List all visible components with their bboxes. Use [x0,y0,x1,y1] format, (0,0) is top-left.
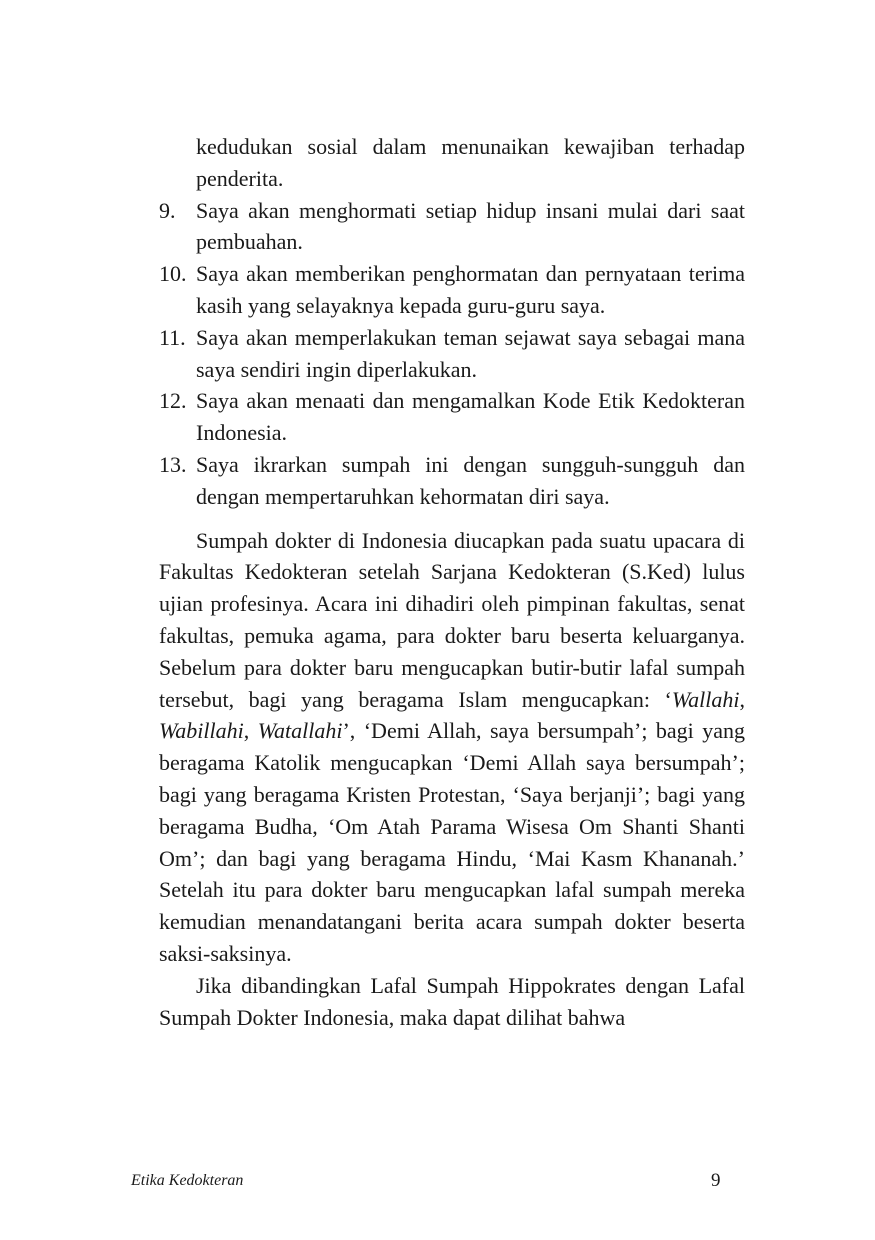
list-item-number: 12. [159,388,187,414]
list-item-text: Saya ikrarkan sumpah ini dengan sungguh-sungguh dan dengan mempertaruhkan kehormatan diri saya. [196,451,745,509]
list-item-number: 10. [159,261,187,287]
paragraph-comparison: Jika dibandingkan Lafal Sumpah Hippokrates dengan Lafal Sumpah Dokter Indonesia, maka dapat dilihat bahwa [159,972,745,1030]
list-item-text: Saya akan menaati dan mengamalkan Kode Etik Kedokteran Indonesia. [196,388,745,446]
paragraph-oath-ceremony [159,525,745,970]
italic-term: Wallahi [671,686,740,712]
list-item-number: 13. [159,451,187,477]
italic-term: Watallahi [257,718,343,744]
list-item-text: Saya akan menghormati setiap hidup insani mulai dari saat pembuahan. [196,197,745,255]
list-item [159,322,745,386]
list-item [159,258,745,322]
paragraph-text: Sumpah dokter di Indonesia diucapkan pada suatu upacara di Fakultas Kedokteran setelah Sarjana Kedokteran (S.Ked) lulus ujian profesinya. Acara ini dihadiri oleh pimpinan fakultas, senat fakultas, pemuka agama, para dokter baru beserta keluarganya. Sebelum para dokter baru mengucapkan butir-butir lafal sumpah tersebut, bagi yang beragama Islam mengucapkan: ‘ [159,527,745,712]
page-body [159,131,745,1033]
list-item [159,195,745,259]
list-item-text: kedudukan sosial dalam menunaikan kewajiban terhadap penderita. [196,134,745,191]
list-item-text: Saya akan memperlakukan teman sejawat saya sebagai mana saya sendiri ingin diperlakukan. [196,324,745,382]
running-footer-title: Etika Kedokteran [131,1172,244,1189]
paragraph-text: ’, ‘Demi Allah, saya bersumpah’; bagi yang beragama Katolik mengucapkan ‘Demi Allah saya bersumpah’; bagi yang beragama Kristen Protestan, ‘Saya berjanji’; bagi yang beragama Budha, ‘Om Atah Parama Wisesa Om Shanti Shanti Om’; dan bagi yang beragama Hindu, ‘Mai Kasm Khananah.’ Setelah itu para dokter baru mengucapkan lafal sumpah mereka kemudian menandatangani berita acara sumpah dokter beserta saksi-saksinya. [159,718,745,966]
list-item-number: 9. [159,197,176,223]
paragraph-text: , [739,686,745,712]
paragraph-text: , [243,718,258,744]
list-item [159,385,745,449]
list-item [159,449,745,513]
italic-term: Wabillahi [159,718,244,744]
page-number: 9 [711,1170,721,1191]
list-item-text: Saya akan memberikan penghormatan dan pernyataan terima kasih yang selayaknya kepada guru-guru saya. [196,261,745,318]
list-item-number: 11. [159,324,186,350]
list-item-continuation [159,131,745,195]
